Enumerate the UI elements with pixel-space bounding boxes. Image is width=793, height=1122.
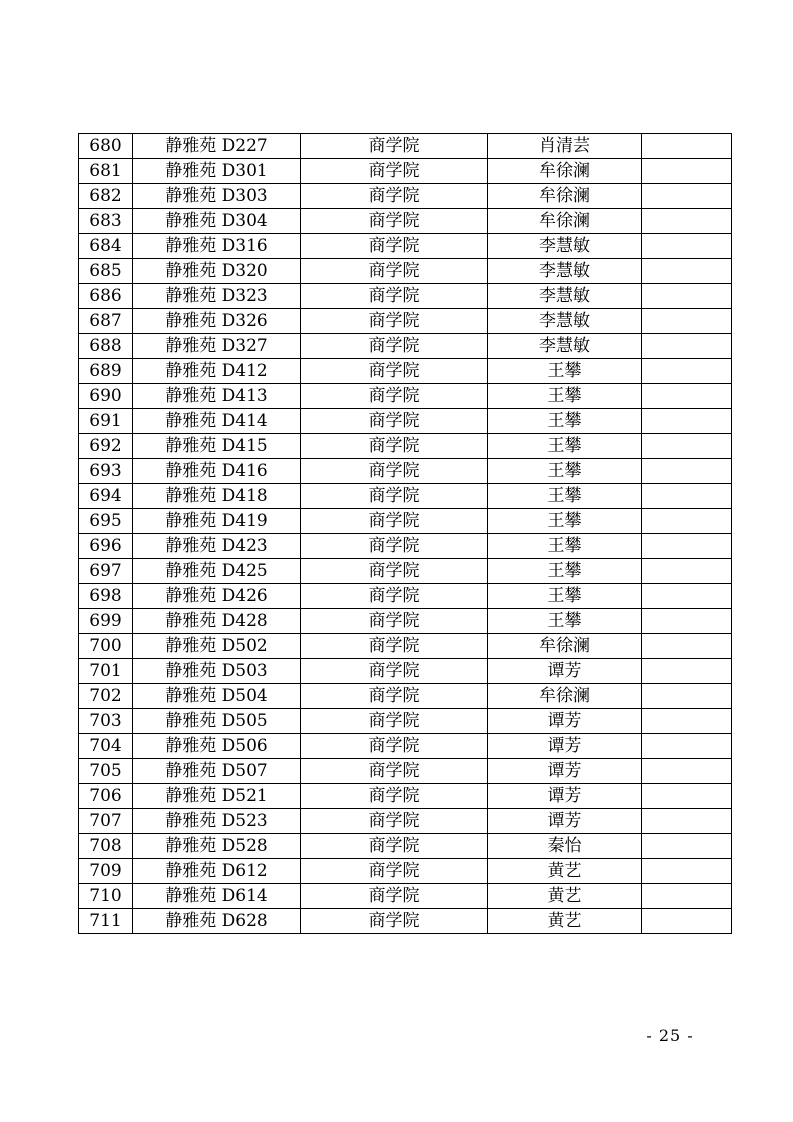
cell-number: 689 [79,359,133,384]
cell-note [642,559,732,584]
cell-room: 静雅苑 D423 [133,534,301,559]
table-row [79,684,732,709]
cell-person: 李慧敏 [488,259,642,284]
cell-number: 683 [79,209,133,234]
cell-person: 肖清芸 [488,134,642,159]
cell-room: 静雅苑 D316 [133,234,301,259]
cell-number: 699 [79,609,133,634]
cell-room: 静雅苑 D415 [133,434,301,459]
cell-college: 商学院 [301,534,488,559]
cell-note [642,184,732,209]
table-row [79,434,732,459]
cell-note [642,459,732,484]
table-row [79,534,732,559]
cell-person: 王攀 [488,559,642,584]
cell-person: 黄艺 [488,884,642,909]
cell-room: 静雅苑 D614 [133,884,301,909]
cell-person: 牟徐澜 [488,209,642,234]
cell-room: 静雅苑 D426 [133,584,301,609]
cell-person: 谭芳 [488,759,642,784]
cell-note [642,809,732,834]
cell-college: 商学院 [301,384,488,409]
cell-room: 静雅苑 D227 [133,134,301,159]
cell-note [642,909,732,934]
cell-room: 静雅苑 D412 [133,359,301,384]
cell-note [642,509,732,534]
table-row [79,909,732,934]
cell-person: 王攀 [488,584,642,609]
cell-number: 682 [79,184,133,209]
cell-note [642,859,732,884]
cell-room: 静雅苑 D414 [133,409,301,434]
cell-person: 谭芳 [488,809,642,834]
cell-room: 静雅苑 D502 [133,634,301,659]
cell-college: 商学院 [301,559,488,584]
cell-number: 703 [79,709,133,734]
cell-note [642,359,732,384]
table-row [79,884,732,909]
cell-person: 王攀 [488,509,642,534]
cell-number: 709 [79,859,133,884]
cell-note [642,534,732,559]
cell-note [642,409,732,434]
cell-room: 静雅苑 D506 [133,734,301,759]
cell-college: 商学院 [301,584,488,609]
cell-number: 700 [79,634,133,659]
dormitory-table-body [79,134,732,934]
cell-note [642,634,732,659]
cell-number: 697 [79,559,133,584]
cell-room: 静雅苑 D327 [133,334,301,359]
cell-room: 静雅苑 D628 [133,909,301,934]
cell-room: 静雅苑 D521 [133,784,301,809]
cell-person: 谭芳 [488,784,642,809]
table-row [79,734,732,759]
cell-college: 商学院 [301,809,488,834]
cell-person: 谭芳 [488,734,642,759]
cell-note [642,159,732,184]
cell-college: 商学院 [301,509,488,534]
cell-room: 静雅苑 D419 [133,509,301,534]
cell-person: 谭芳 [488,709,642,734]
cell-note [642,759,732,784]
table-row [79,359,732,384]
cell-person: 王攀 [488,459,642,484]
cell-note [642,334,732,359]
cell-college: 商学院 [301,159,488,184]
table-row [79,484,732,509]
table-row [79,409,732,434]
cell-note [642,434,732,459]
cell-number: 684 [79,234,133,259]
cell-room: 静雅苑 D326 [133,309,301,334]
cell-number: 688 [79,334,133,359]
cell-note [642,134,732,159]
cell-number: 706 [79,784,133,809]
table-row [79,709,732,734]
cell-number: 693 [79,459,133,484]
cell-college: 商学院 [301,734,488,759]
cell-college: 商学院 [301,709,488,734]
cell-college: 商学院 [301,909,488,934]
cell-person: 王攀 [488,484,642,509]
table-row [79,284,732,309]
cell-college: 商学院 [301,609,488,634]
table-row [79,584,732,609]
cell-room: 静雅苑 D416 [133,459,301,484]
cell-room: 静雅苑 D323 [133,284,301,309]
cell-room: 静雅苑 D425 [133,559,301,584]
cell-number: 710 [79,884,133,909]
cell-number: 695 [79,509,133,534]
cell-person: 李慧敏 [488,284,642,309]
cell-person: 李慧敏 [488,309,642,334]
cell-person: 牟徐澜 [488,634,642,659]
cell-number: 696 [79,534,133,559]
cell-person: 王攀 [488,409,642,434]
cell-person: 王攀 [488,359,642,384]
cell-note [642,834,732,859]
cell-number: 694 [79,484,133,509]
cell-college: 商学院 [301,834,488,859]
cell-room: 静雅苑 D418 [133,484,301,509]
cell-person: 牟徐澜 [488,159,642,184]
cell-college: 商学院 [301,309,488,334]
cell-note [642,609,732,634]
cell-note [642,734,732,759]
cell-person: 王攀 [488,384,642,409]
cell-number: 705 [79,759,133,784]
cell-person: 秦怡 [488,834,642,859]
table-row [79,834,732,859]
cell-room: 静雅苑 D428 [133,609,301,634]
cell-note [642,384,732,409]
cell-person: 王攀 [488,434,642,459]
cell-room: 静雅苑 D320 [133,259,301,284]
table-row [79,159,732,184]
cell-note [642,309,732,334]
cell-person: 牟徐澜 [488,684,642,709]
cell-number: 685 [79,259,133,284]
table-row [79,659,732,684]
table-row [79,184,732,209]
cell-room: 静雅苑 D612 [133,859,301,884]
cell-number: 708 [79,834,133,859]
cell-college: 商学院 [301,484,488,509]
cell-college: 商学院 [301,684,488,709]
table-row [79,259,732,284]
cell-college: 商学院 [301,334,488,359]
cell-person: 李慧敏 [488,334,642,359]
cell-number: 686 [79,284,133,309]
cell-note [642,484,732,509]
cell-room: 静雅苑 D504 [133,684,301,709]
cell-number: 704 [79,734,133,759]
table-row [79,634,732,659]
cell-number: 702 [79,684,133,709]
cell-person: 李慧敏 [488,234,642,259]
cell-college: 商学院 [301,434,488,459]
cell-number: 711 [79,909,133,934]
cell-person: 牟徐澜 [488,184,642,209]
cell-note [642,784,732,809]
cell-person: 谭芳 [488,659,642,684]
table-row [79,459,732,484]
cell-number: 691 [79,409,133,434]
cell-number: 687 [79,309,133,334]
table-row [79,509,732,534]
cell-room: 静雅苑 D503 [133,659,301,684]
cell-room: 静雅苑 D505 [133,709,301,734]
cell-room: 静雅苑 D303 [133,184,301,209]
table-row [79,334,732,359]
cell-note [642,284,732,309]
cell-person: 王攀 [488,609,642,634]
cell-college: 商学院 [301,784,488,809]
cell-room: 静雅苑 D304 [133,209,301,234]
cell-college: 商学院 [301,284,488,309]
cell-person: 黄艺 [488,909,642,934]
cell-number: 681 [79,159,133,184]
cell-note [642,209,732,234]
cell-college: 商学院 [301,659,488,684]
cell-room: 静雅苑 D507 [133,759,301,784]
table-row [79,809,732,834]
cell-room: 静雅苑 D523 [133,809,301,834]
cell-note [642,884,732,909]
cell-number: 707 [79,809,133,834]
page-number: - 25 - [646,1026,694,1045]
table-row [79,559,732,584]
cell-number: 701 [79,659,133,684]
dormitory-table [78,133,732,934]
cell-note [642,709,732,734]
table-row [79,859,732,884]
cell-college: 商学院 [301,459,488,484]
cell-college: 商学院 [301,184,488,209]
cell-college: 商学院 [301,859,488,884]
cell-number: 698 [79,584,133,609]
table-row [79,209,732,234]
cell-note [642,684,732,709]
cell-college: 商学院 [301,359,488,384]
cell-number: 690 [79,384,133,409]
cell-college: 商学院 [301,134,488,159]
table-row [79,384,732,409]
cell-college: 商学院 [301,259,488,284]
cell-college: 商学院 [301,209,488,234]
cell-college: 商学院 [301,759,488,784]
cell-note [642,259,732,284]
cell-college: 商学院 [301,409,488,434]
table-row [79,234,732,259]
cell-college: 商学院 [301,884,488,909]
cell-note [642,234,732,259]
table-row [79,784,732,809]
cell-number: 692 [79,434,133,459]
table-row [79,759,732,784]
table-row [79,309,732,334]
cell-note [642,659,732,684]
cell-room: 静雅苑 D301 [133,159,301,184]
cell-room: 静雅苑 D528 [133,834,301,859]
cell-number: 680 [79,134,133,159]
cell-college: 商学院 [301,634,488,659]
cell-person: 王攀 [488,534,642,559]
cell-person: 黄艺 [488,859,642,884]
cell-note [642,584,732,609]
table-row [79,609,732,634]
cell-room: 静雅苑 D413 [133,384,301,409]
table-row [79,134,732,159]
cell-college: 商学院 [301,234,488,259]
